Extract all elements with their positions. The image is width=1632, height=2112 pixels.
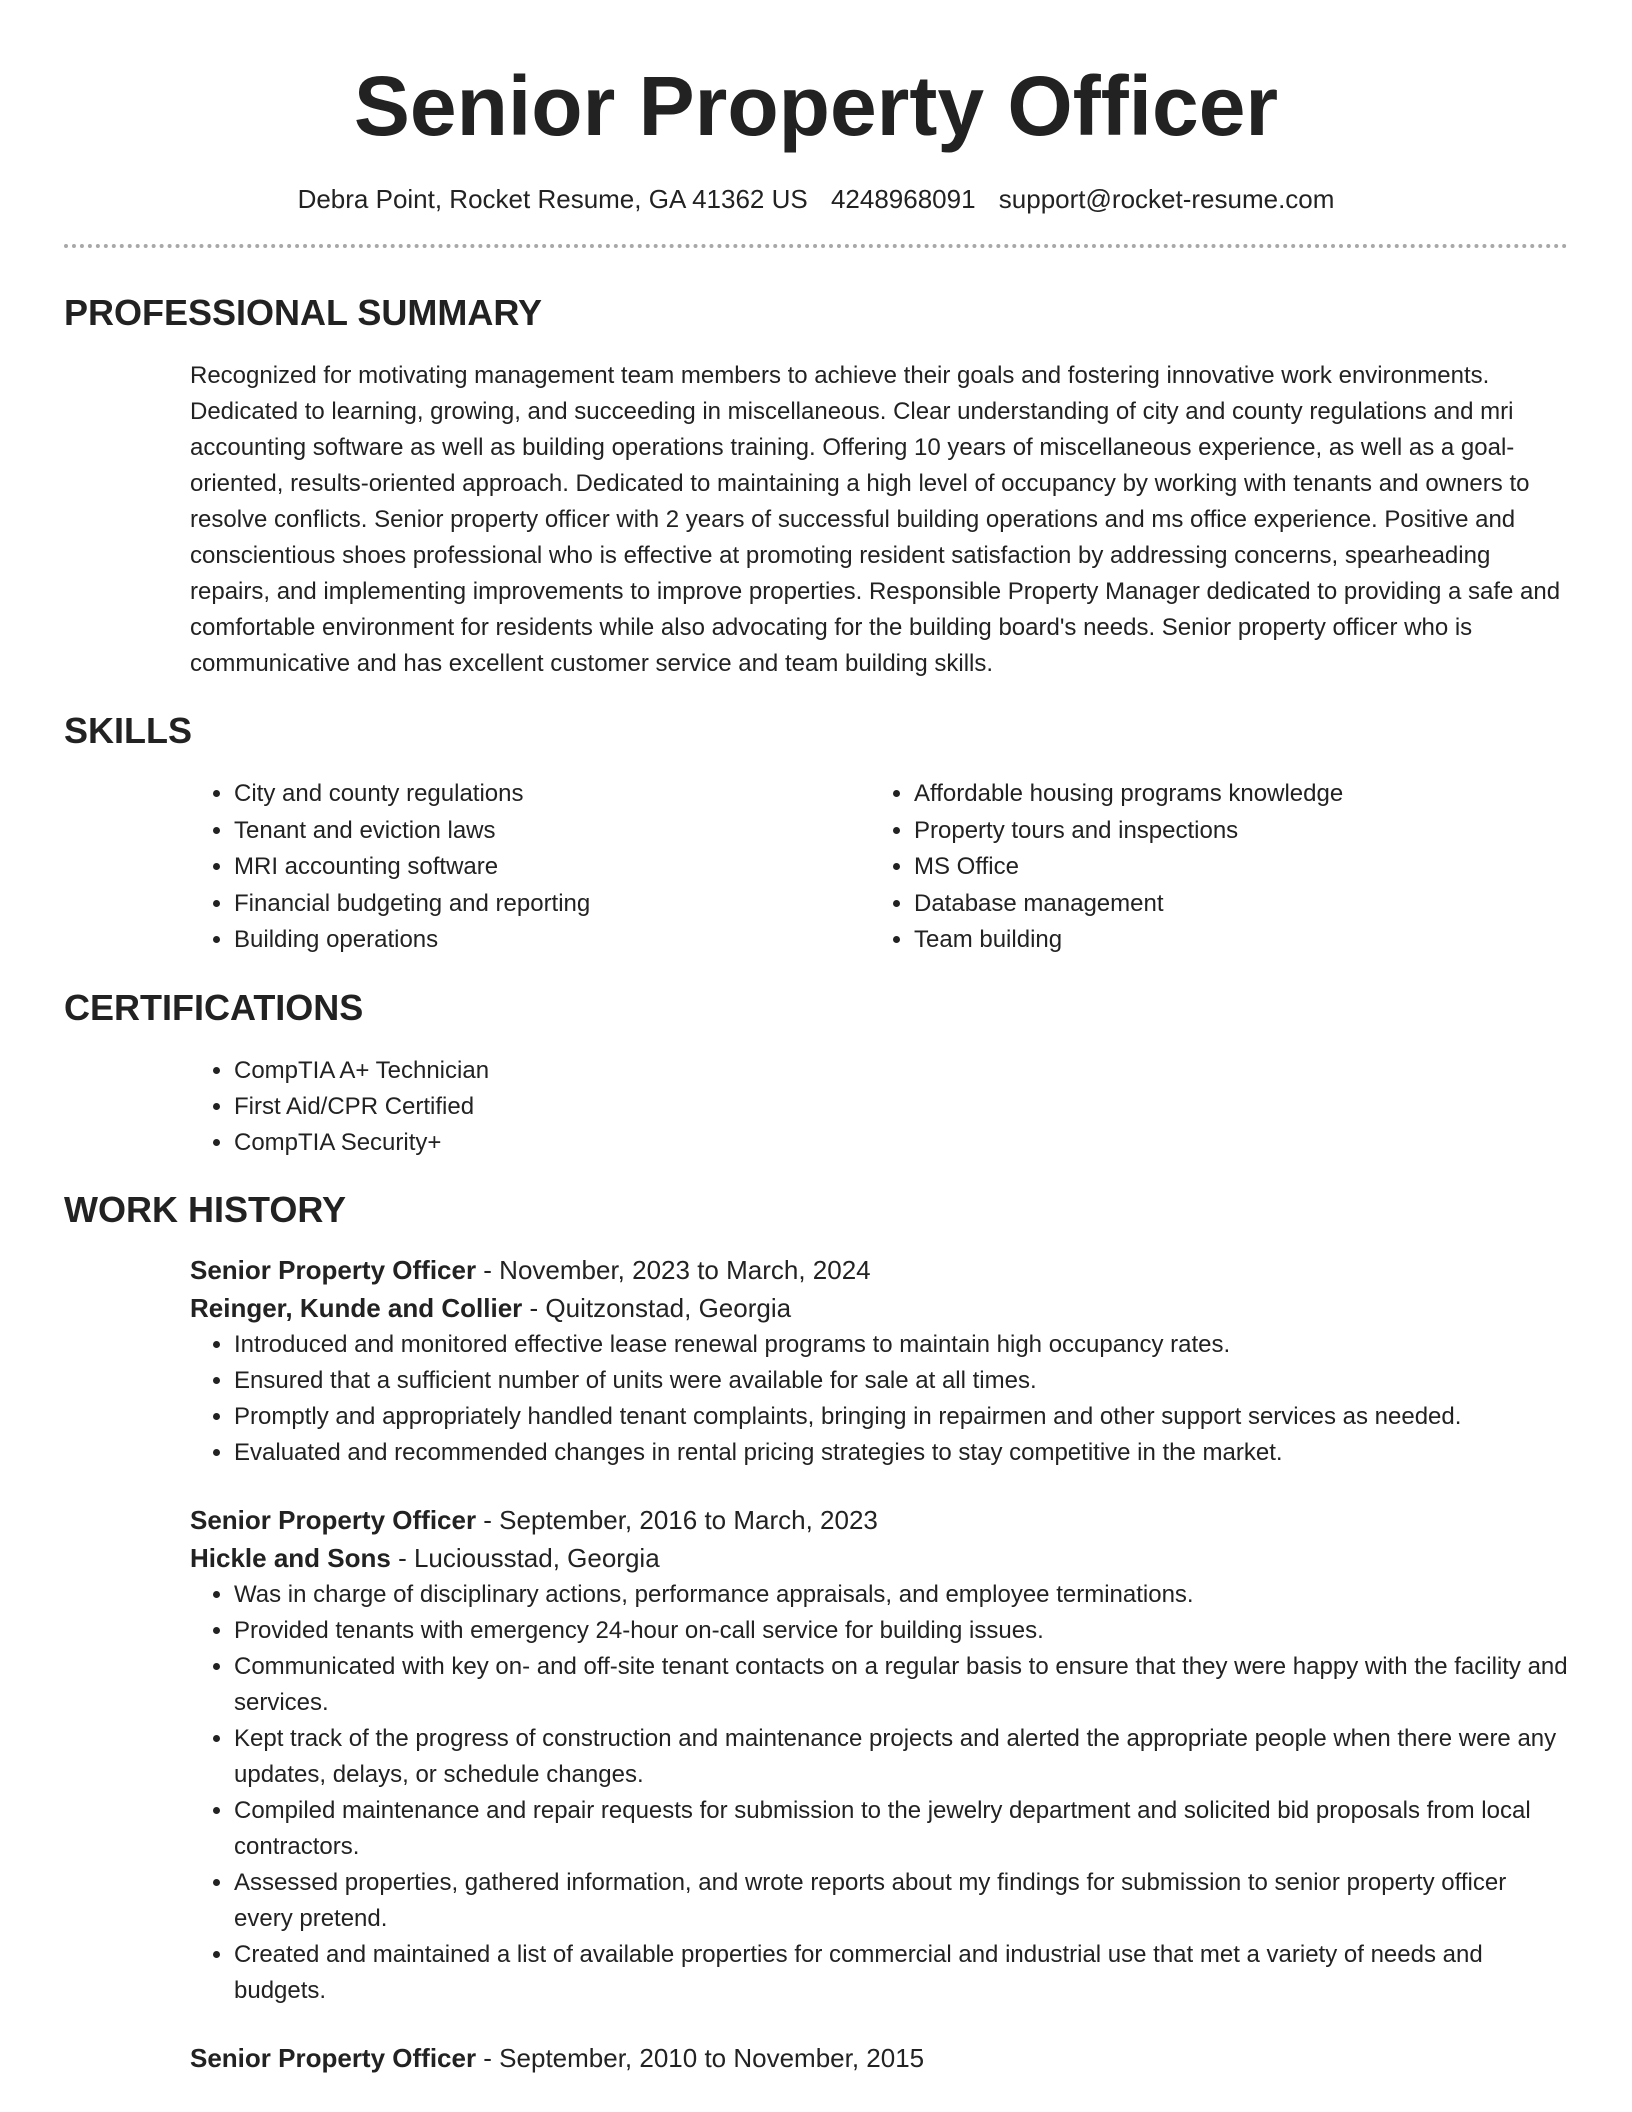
job-duty: • Communicated with key on- and off-site tenant contacts on a regular basis to ensure that they were happy with the facility and services. [234, 1649, 1568, 1721]
job-title-line [190, 1251, 1568, 1289]
skill-item: • MS Office [914, 849, 1550, 886]
skill-item: • Affordable housing programs knowledge [914, 776, 1550, 813]
contact-line [64, 182, 1568, 216]
job-dates: - September, 2016 to March, 2023 [476, 1504, 878, 1535]
job-duty: • Ensured that a sufficient number of units were available for sale at all times. [234, 1363, 1568, 1399]
job-title-line [190, 1501, 1568, 1539]
job-title: Senior Property Officer [190, 1504, 477, 1535]
job-title: Senior Property Officer [190, 1254, 477, 1285]
job-title: Senior Property Officer [190, 2042, 477, 2073]
skill-item: • Building operations [234, 922, 870, 959]
job-dates: - November, 2023 to March, 2024 [476, 1254, 871, 1285]
job-company-line [190, 1539, 1568, 1577]
certifications-heading: CERTIFICATIONS [64, 986, 364, 1028]
certification-item: • CompTIA A+ Technician [234, 1053, 1568, 1089]
job-company-line [190, 1289, 1568, 1327]
job-duty: • Was in charge of disciplinary actions, performance appraisals, and employee terminations. [234, 1577, 1568, 1613]
skills-column-right [870, 776, 1550, 959]
resume-name: Senior Property Officer [353, 59, 1279, 153]
job-duties-list [190, 1577, 1568, 2009]
skill-item: • Tenant and eviction laws [234, 813, 870, 850]
contact-email: support@rocket-resume.com [998, 184, 1335, 214]
summary-text: Recognized for motivating management team members to achieve their goals and fostering innovative work environments. Dedicated to learning, growing, and succeeding in miscellaneous. Clear understanding of city and county regulations and mri accounting software as well as building operations training. Offering 10 years of miscellaneous experience, as well as a goal-oriented, results-oriented approach. Dedicated to maintaining a high level of occupancy by working with tenants and owners to resolve conflicts. Senior property officer with 2 years of successful building operations and ms office experience. Positive and conscientious shoes professional who is effective at promoting resident satisfaction by addressing concerns, spearheading repairs, and implementing improvements to improve properties. Responsible Property Manager dedicated to providing a safe and comfortable environment for residents while also advocating for the building board's needs. Senior property officer who is communicative and has excellent customer service and team building skills. [190, 362, 1561, 677]
header-divider [64, 244, 1568, 248]
job-duty: • Created and maintained a list of available properties for commercial and industrial use that met a variety of needs and budgets. [234, 1937, 1568, 2009]
contact-phone: 4248968091 [830, 184, 976, 214]
job-company: Reinger, Kunde and Collier [190, 1292, 523, 1323]
job-title-line [190, 2039, 1568, 2077]
job-duty: • Promptly and appropriately handled tenant complaints, bringing in repairmen and other support services as needed. [234, 1399, 1568, 1435]
job-location: - Luciousstad, Georgia [390, 1542, 660, 1573]
work-history-heading: WORK HISTORY [64, 1188, 347, 1230]
skill-item: • MRI accounting software [234, 849, 870, 886]
summary-heading: PROFESSIONAL SUMMARY [64, 292, 543, 333]
skills-column-left [190, 776, 870, 959]
job-dates: - September, 2010 to November, 2015 [476, 2042, 925, 2073]
skill-item: • Database management [914, 886, 1550, 923]
job-entry [190, 1251, 1568, 1471]
certifications-list [190, 1053, 1568, 1161]
job-duties-list [190, 1327, 1568, 1471]
job-duty: • Introduced and monitored effective lease renewal programs to maintain high occupancy rates. [234, 1327, 1568, 1363]
certification-item: • First Aid/CPR Certified [234, 1089, 1568, 1125]
skill-item: • City and county regulations [234, 776, 870, 813]
job-duty: • Compiled maintenance and repair requests for submission to the jewelry department and solicited bid proposals from local contractors. [234, 1793, 1568, 1865]
skills-list-right [870, 776, 1550, 959]
job-entry [190, 1501, 1568, 2009]
job-location: - Quitzonstad, Georgia [522, 1292, 792, 1323]
job-duty: • Provided tenants with emergency 24-hour on-call service for building issues. [234, 1613, 1568, 1649]
certifications-block [190, 1053, 1568, 1161]
skill-item: • Property tours and inspections [914, 813, 1550, 850]
skill-item: • Financial budgeting and reporting [234, 886, 870, 923]
contact-address: Debra Point, Rocket Resume, GA 41362 US [297, 184, 808, 214]
job-company: Hickle and Sons [190, 1542, 391, 1573]
job-duty: • Evaluated and recommended changes in rental pricing strategies to stay competitive in the market. [234, 1435, 1568, 1471]
skills-grid [190, 776, 1568, 959]
skill-item: • Team building [914, 922, 1550, 959]
skills-heading: SKILLS [64, 710, 193, 751]
certification-item: • CompTIA Security+ [234, 1125, 1568, 1161]
job-entry [190, 2039, 1568, 2077]
job-duty: • Assessed properties, gathered information, and wrote reports about my findings for submission to senior property officer every pretend. [234, 1865, 1568, 1937]
skills-list-left [190, 776, 870, 959]
job-duty: • Kept track of the progress of construction and maintenance projects and alerted the appropriate people when there were any updates, delays, or schedule changes. [234, 1721, 1568, 1793]
